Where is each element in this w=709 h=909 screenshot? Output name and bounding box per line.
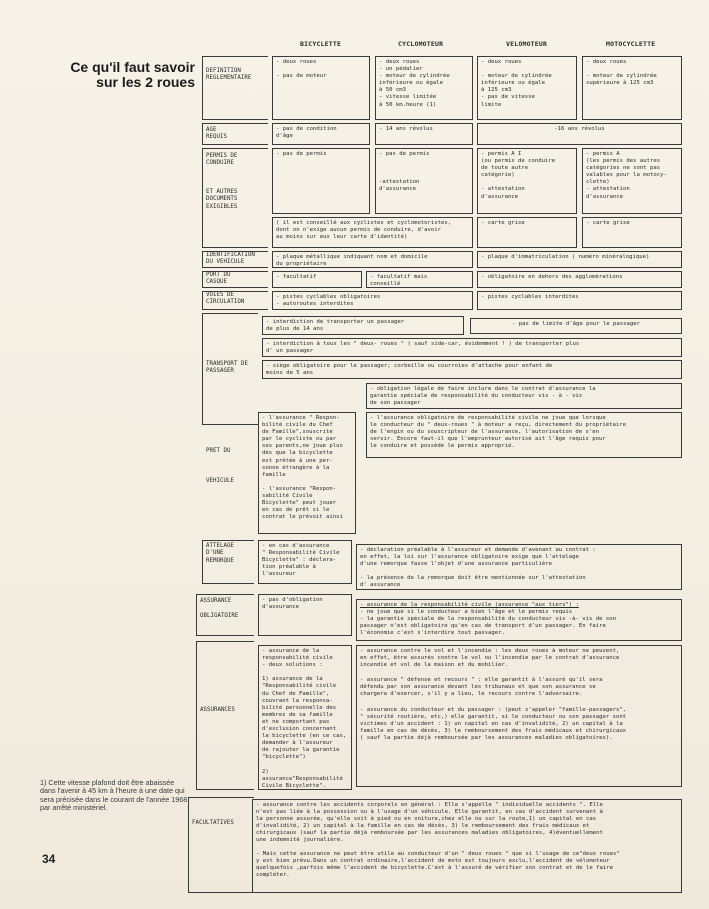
transport-interdiction-14: - interdiction de transporter un passager de plus de 14 ans bbox=[262, 316, 464, 335]
label-age: AGE REQUIS bbox=[206, 127, 227, 141]
definition-cyclomoteur: - deux roues - un pédalier - moteur de cylindrée inférieure ou égale à 50 cm3 - vitesse limitée à 50 km.heure (1) bbox=[375, 56, 473, 120]
voies-velo-moto: - pistes cyclables interdites bbox=[477, 291, 682, 310]
column-bicyclette: BICYCLETTE bbox=[300, 40, 342, 48]
assurance-obligatoire-bicyclette: - pas d'obligation d'assurance bbox=[258, 594, 352, 636]
label-assurance-obligatoire: ASSURANCE OBLIGATOIRE bbox=[200, 598, 239, 619]
permis-motocyclette: - permis A (les permis des autres catégories ne sont pas valables pour la motocy- clette) - attestation d'assurance bbox=[582, 148, 682, 214]
definition-motocyclette: - deux roues - moteur de cylindrée supérieure à 125 cm3 bbox=[582, 56, 682, 120]
transport-siege: - siège obligatoire pour le passager; corbeille ou courroies d'attache pour enfant de moins de 5 ans bbox=[262, 360, 682, 379]
assurance-obligatoire-motorises bbox=[356, 599, 682, 641]
footnote: 1) Cette vitesse plafond doit être abaissée dans l'avenir à 45 km à l'heure à une date qui sera précisée dans le courant de l'année 1968 par arrêté ministériel. bbox=[40, 778, 188, 813]
label-facultatives: FACULTATIVES bbox=[192, 820, 234, 826]
assurance-mais-note: - Mais cette assurance ne peut être utile au conducteur d'un " deux roues " que si l'usage de ce"deux roues" y est bien prévu.Dans un contrat ordinaire,l'accident de moto est toujours exclu,l'accident de vélomoteur quelquefois ,parfois même l'accident de bicyclette.C'est à l'assuré de vérifier son contrat et de le faire compléter. bbox=[256, 850, 620, 878]
carte-grise-velomoteur: - carte grise bbox=[477, 217, 577, 248]
label-identification: IDENTIFICATION DU VEHICULE bbox=[206, 252, 255, 266]
column-cyclomoteur: CYCLOMOTEUR bbox=[398, 40, 444, 48]
identification-bicy-cyclo: - plaque métallique indiquant nom et domicile du propriétaire bbox=[272, 251, 473, 268]
label-permis: PERMIS DE CONDUIRE bbox=[206, 153, 238, 167]
casque-bicyclette: - facultatif bbox=[272, 271, 362, 288]
column-velomoteur: VELOMOTEUR bbox=[506, 40, 548, 48]
attelage-motorises: - déclaration préalable à l'assureur et demande d'avenant au contrat : en effet, la loi sur l'assurance obligatoire exige que l'attelage d'une remorque fasse l'objet d'une assurance particulière - la présence de la remorque doit être mentionnée sur l'attestation d' assurance bbox=[356, 544, 682, 590]
assurance-accidents-corporels: - assurance contre les accidents corporels en général : Elle s'appelle " individuelle accidents ". Elle n'est pas liée à la possession ou à l'usage d'un véhicule. Elle garantit, en cas d'accident survenant à la personne assurée, qu'elle soit à pied ou en voiture,chez elle ou sur la route,1) un capital en cas d'invalidité, 2) un capital à la famille en cas de décès, 3) le remboursement des frais médicaux et chirurgicaux (sauf la partie déjà remboursée par les assurances maladies obligatoires, 4)éventuellement une indemnité journalière. bbox=[256, 802, 603, 844]
permis-bicyclette: - pas de permis bbox=[272, 148, 370, 214]
definition-bracket bbox=[202, 56, 268, 120]
permis-velomoteur: - permis A I (ou permis de conduire de toute autre catégorie) - attestation d'assurance bbox=[477, 148, 577, 214]
label-attelage: ATTELAGE D'UNE REMORQUE bbox=[206, 543, 234, 564]
attelage-bicyclette: - en cas d'assurance " Responsabilité Civile Bicyclette" : déclara- tion préalable à l'assureur bbox=[258, 540, 352, 584]
assurances-motorises bbox=[356, 645, 682, 787]
column-motocyclette: MOTOCYCLETTE bbox=[606, 40, 656, 48]
definition-bicyclette: - deux roues - pas de moteur bbox=[272, 56, 370, 120]
assurance-rc-title: - assurance de la responsabilité civile (assurance "aux tiers") : bbox=[360, 602, 579, 608]
age-cyclomoteur: - 14 ans révolus bbox=[375, 123, 473, 145]
pret-bicyclette: - l'assurance " Respon- bilité civile du Chef de Famille",souscrite par le cycliste ou par ses parents,ne joue plus dès que la bicyclette est prêtée à une per- sonne étrangère à la famille - l'assurance "Respon- sabilité Civile Bicyclette" peut jouer en cas de prêt si le contrat le prévoit ainsi bbox=[258, 412, 356, 534]
page-number: 34 bbox=[42, 852, 56, 866]
label-definition: DEFINITION REGLEMENTAIRE bbox=[206, 68, 252, 82]
label-assurances: ASSURANCES bbox=[200, 707, 235, 713]
voies-bicy-cyclo: - pistes cyclables obligatoires - autoroutes interdites bbox=[272, 291, 473, 310]
assurances-bracket bbox=[196, 641, 254, 790]
headline-line-2: sur les 2 roues bbox=[96, 74, 195, 90]
label-transport: TRANSPORT DE PASSAGER bbox=[206, 361, 248, 375]
carte-grise-motocyclette: - carte grise bbox=[582, 217, 682, 248]
age-velo-moto: -16 ans révolus bbox=[477, 123, 682, 145]
label-voies: VOIES DE CIRCULATION bbox=[206, 292, 245, 306]
definition-velomoteur: - deux roues - moteur de cylindrée inférieure ou égale à 125 cm3 - pas de vitesse limite bbox=[477, 56, 577, 120]
permis-cyclomoteur: - pas de permis -attestation d'assurance bbox=[375, 148, 473, 214]
casque-velo-moto: - obligatoire en dehors des agglomérations bbox=[477, 271, 682, 288]
label-autres-documents: ET AUTRES DOCUMENTS EXIGIBLES bbox=[206, 189, 238, 210]
assurances-bicyclette: - assurance de la responsabilité civile - deux solutions : 1) assurance de la "Responsabilité civile du Chef de Famille", couvrant la responsa- bilité personnelle des membres de sa famille et ne comportant pas d'exclusion concernant la bicyclette (en ce cas, demander à l'assureur de rajouter la garantie "bicyclette") 2) assurance"Responsabilité Civile Bicyclette". bbox=[258, 645, 352, 790]
transport-interdiction-tous: - interdiction à tous les " deux- roues " ( sauf side-car, évidemment ! ) de transporter plus d' un passager bbox=[262, 338, 682, 357]
page-headline bbox=[50, 60, 195, 90]
assurance-vol-incendie: - assurance contre le vol et l'incendie : les deux roues à moteur ne peuvent, en effet, être assurés contre le vol ou l'incendie par le contrat d'assurance incendie et vol de la maison et du mobilier. bbox=[360, 648, 620, 669]
label-vehicule: VEHICULE bbox=[206, 478, 234, 484]
headline-line-1: Ce qu'il faut savoir bbox=[70, 59, 195, 75]
transport-obligation: - obligation légale de faire inclure dans le contrat d'assurance la garantie spéciale de responsabilité du conducteur vis - à - vis de son passager bbox=[366, 383, 682, 409]
label-port-casque: PORT DU CASQUE bbox=[206, 272, 231, 286]
age-bicyclette: - pas de condition d'âge bbox=[272, 123, 370, 145]
casque-cyclomoteur: - facultatif mais conseillé bbox=[366, 271, 473, 288]
assurance-rc-text: - ne joue que si le conducteur a bien l'âge et le permis requis - la garantie spéciale de la responsabilité du conducteur vis -à- vis de son passager n'est obligatoire qu'en cas de transport d'un passager. En faire l'économie c'est s'interdire tout passager. bbox=[360, 609, 616, 637]
permis-conseil-identite: ( il est conseillé aux cyclistes et cyclomotoristes, dont on n'exige aucun permis de conduire, d'avoir au moins sur eux leur carte d'identité) bbox=[272, 217, 473, 248]
label-pret: PRET DU bbox=[206, 448, 231, 454]
assurance-conducteur-passager: - assurance du conducteur et du passager : (peut s'appeler "famille-passagers", " sécurité routière, etc,) elle garantit, si le conducteur ou son passager sont victimes d'un accident : 1) un capital en cas d'invalidité, 2) un capital à la famille en cas de décès, 3) le remboursement des frais médicaux et chirurgicaux ( sauf la partie déjà remboursée par les assurances maladies obligatoires). bbox=[360, 706, 627, 741]
identification-velo-moto: - plaque d'immatriculation ( numéro minéralogique) bbox=[477, 251, 682, 268]
assurance-defense-recours: - assurance " défense et recours " : elle garantit à l'assuré qu'il sera défendu par son assurance devant les tribunaux et que son assurance se chargera d'exercer, s'il y a lieu, le recours contre l'adversaire. bbox=[360, 677, 603, 698]
transport-pas-de-limite: - pas de limite d'âge pour le passager bbox=[470, 318, 682, 334]
facultatives-bracket bbox=[188, 797, 254, 893]
facultatives-accidents bbox=[252, 799, 682, 893]
pret-motorises: - l'assurance obligatoire de responsabilité civile ne joue que lorsque le conducteur du " deux-roues " à moteur a reçu, directement du propriétaire de l'engin ou du souscripteur de l'assurance, l'autorisation de s'en servir. Encore faut-il que l'emprunteur autorisé ait l'âge requis pour le conduire et possède le permis approprié. bbox=[366, 412, 682, 458]
